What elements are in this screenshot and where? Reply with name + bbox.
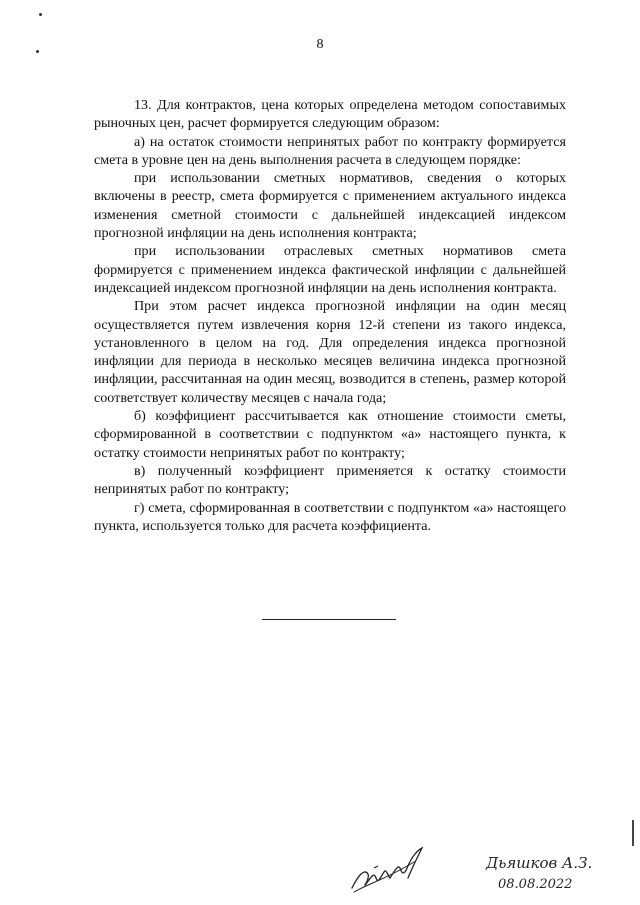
paragraph-v: в) полученный коэффициент применяется к остатку стоимости непринятых работ по контракту; [94, 462, 566, 498]
end-separator-line [262, 619, 396, 620]
paragraph-registry-norms: при использовании сметных нормативов, сведения о которых включены в реестр, смета формируется с применением актуального индекса изменения сметной стоимости с дальнейшей индексацией индексом прогнозной инфляции на день исполнения контракта; [94, 170, 566, 242]
paragraph-a: а) на остаток стоимости непринятых работ по контракту формируется смета в уровне цен на день выполнения расчета в следующем порядке: [94, 133, 566, 168]
paragraph-industry-norms: при использовании отраслевых сметных нормативов смета формируется с применением индекса фактической инфляции с дальнейшей индексацией индексом прогнозной инфляции на день исполнения контракта. [94, 243, 566, 296]
paragraph-g: г) смета, сформированная в соответствии с подпунктом «а» настоящего пункта, используется только для расчета коэффициента. [94, 499, 566, 534]
handwritten-signature [348, 838, 438, 898]
page-number: 8 [316, 37, 324, 52]
scan-edge-mark [632, 820, 634, 846]
handwritten-name-and-date [484, 848, 604, 898]
handwritten-date: 08.08.2022 [498, 877, 573, 892]
paragraph-inflation-calculation: При этом расчет индекса прогнозной инфляции на один месяц осуществляется путем извлечения корня 12-й степени из такого индекса, установленного в целом на год. Для определения индекса прогнозной инфляции для периода в несколько месяцев величина индекса прогнозной инфляции, рассчитанная на один месяц, возводится в степень, размер которой соответствует количеству месяцев с начала года; [94, 298, 566, 406]
scan-speck [39, 13, 42, 16]
paragraph-13: 13. Для контрактов, цена которых определена методом сопоставимых рыночных цен, расчет формируется следующим образом: [94, 97, 566, 132]
paragraph-b: б) коэффициент рассчитывается как отношение стоимости сметы, сформированной в соответствии с подпунктом «а» настоящего пункта, к остатку стоимости непринятых работ по контракту; [94, 408, 566, 461]
handwritten-name: Дьяшков А.З. [486, 854, 593, 872]
document-body [94, 96, 566, 535]
